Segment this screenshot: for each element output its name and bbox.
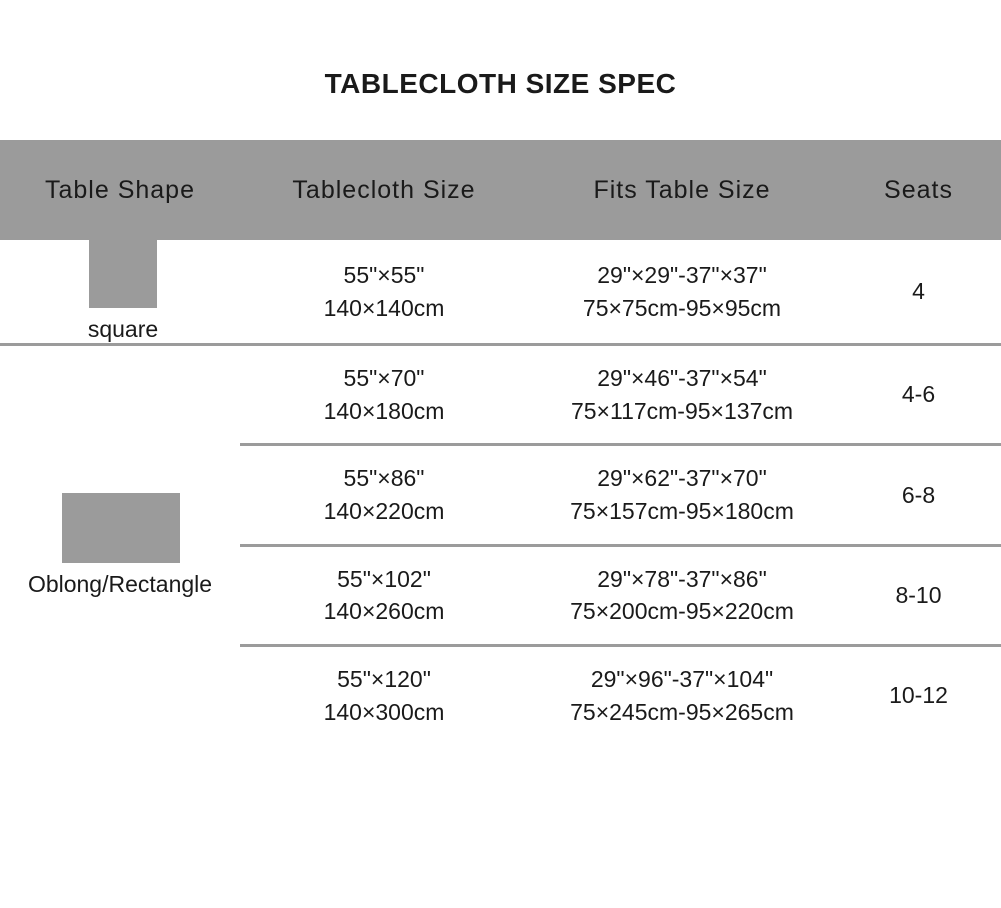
- fits-size-inches: 29"×29"-37"×37": [597, 261, 767, 288]
- page-title: TABLECLOTH SIZE SPEC: [324, 68, 677, 99]
- fits-size-cm: 75×157cm-95×180cm: [570, 497, 794, 524]
- column-header-seats: Seats: [884, 175, 953, 204]
- cloth-size-cm: 140×260cm: [323, 598, 445, 625]
- cloth-size-inches: 55"×102": [337, 565, 431, 592]
- shape-label-rectangle: Oblong/Rectangle: [27, 570, 213, 597]
- cell-fits-table-size: [528, 445, 836, 545]
- table-row: [0, 240, 1001, 345]
- cell-tablecloth-size: [240, 545, 528, 645]
- fits-size-inches: 29"×46"-37"×54": [597, 365, 767, 391]
- cell-fits-table-size: [528, 645, 836, 744]
- cloth-size-cm: 140×300cm: [323, 698, 445, 725]
- cell-fits-table-size: [528, 545, 836, 645]
- fits-size-cm: 75×200cm-95×220cm: [570, 598, 794, 625]
- square-swatch-icon: [89, 240, 157, 308]
- cloth-size-cm: 140×220cm: [323, 497, 445, 524]
- cell-seats: 6-8: [836, 445, 1001, 545]
- cell-seats: 4: [912, 278, 925, 305]
- fits-size-inches: 29"×96"-37"×104": [590, 665, 774, 692]
- column-header-fits-table-size: Fits Table Size: [593, 175, 771, 204]
- cell-tablecloth-size: [240, 445, 528, 545]
- cloth-size-inches: 55"×86": [343, 465, 425, 492]
- cloth-size-inches: 55"×55": [343, 261, 425, 288]
- fits-size-cm: 75×117cm-95×137cm: [570, 397, 794, 424]
- fits-size-inches: 29"×78"-37"×86": [597, 565, 767, 592]
- cell-fits-table-size: [528, 240, 836, 345]
- table-row: [0, 345, 1001, 445]
- fits-size-inches: 29"×62"-37"×70": [597, 465, 767, 492]
- cell-seats: 4-6: [836, 345, 1001, 445]
- cloth-size-inches: 55"×70": [343, 365, 425, 391]
- cell-tablecloth-size: [240, 645, 528, 744]
- cloth-size-cm: 140×140cm: [323, 294, 445, 321]
- column-header-tablecloth-size: Tablecloth Size: [292, 175, 476, 204]
- tablecloth-size-table: [0, 140, 1001, 744]
- table-header-row: [0, 140, 1001, 240]
- cell-seats: 10-12: [836, 645, 1001, 744]
- cell-tablecloth-size: [240, 345, 528, 445]
- cell-tablecloth-size: [240, 240, 528, 345]
- cloth-size-cm: 140×180cm: [323, 397, 445, 424]
- cloth-size-inches: 55"×120": [337, 665, 431, 692]
- shape-label-square: square: [87, 316, 159, 342]
- shape-cell-rectangle: [0, 345, 240, 745]
- column-header-table-shape: Table Shape: [44, 175, 195, 204]
- table-header: [0, 140, 1001, 240]
- table-body: [0, 240, 1001, 744]
- cell-seats: 8-10: [836, 545, 1001, 645]
- rectangle-swatch-icon: [62, 493, 180, 563]
- cell-fits-table-size: [528, 345, 836, 445]
- shape-cell-square: [0, 240, 240, 345]
- fits-size-cm: 75×75cm-95×95cm: [582, 294, 782, 321]
- fits-size-cm: 75×245cm-95×265cm: [570, 698, 794, 725]
